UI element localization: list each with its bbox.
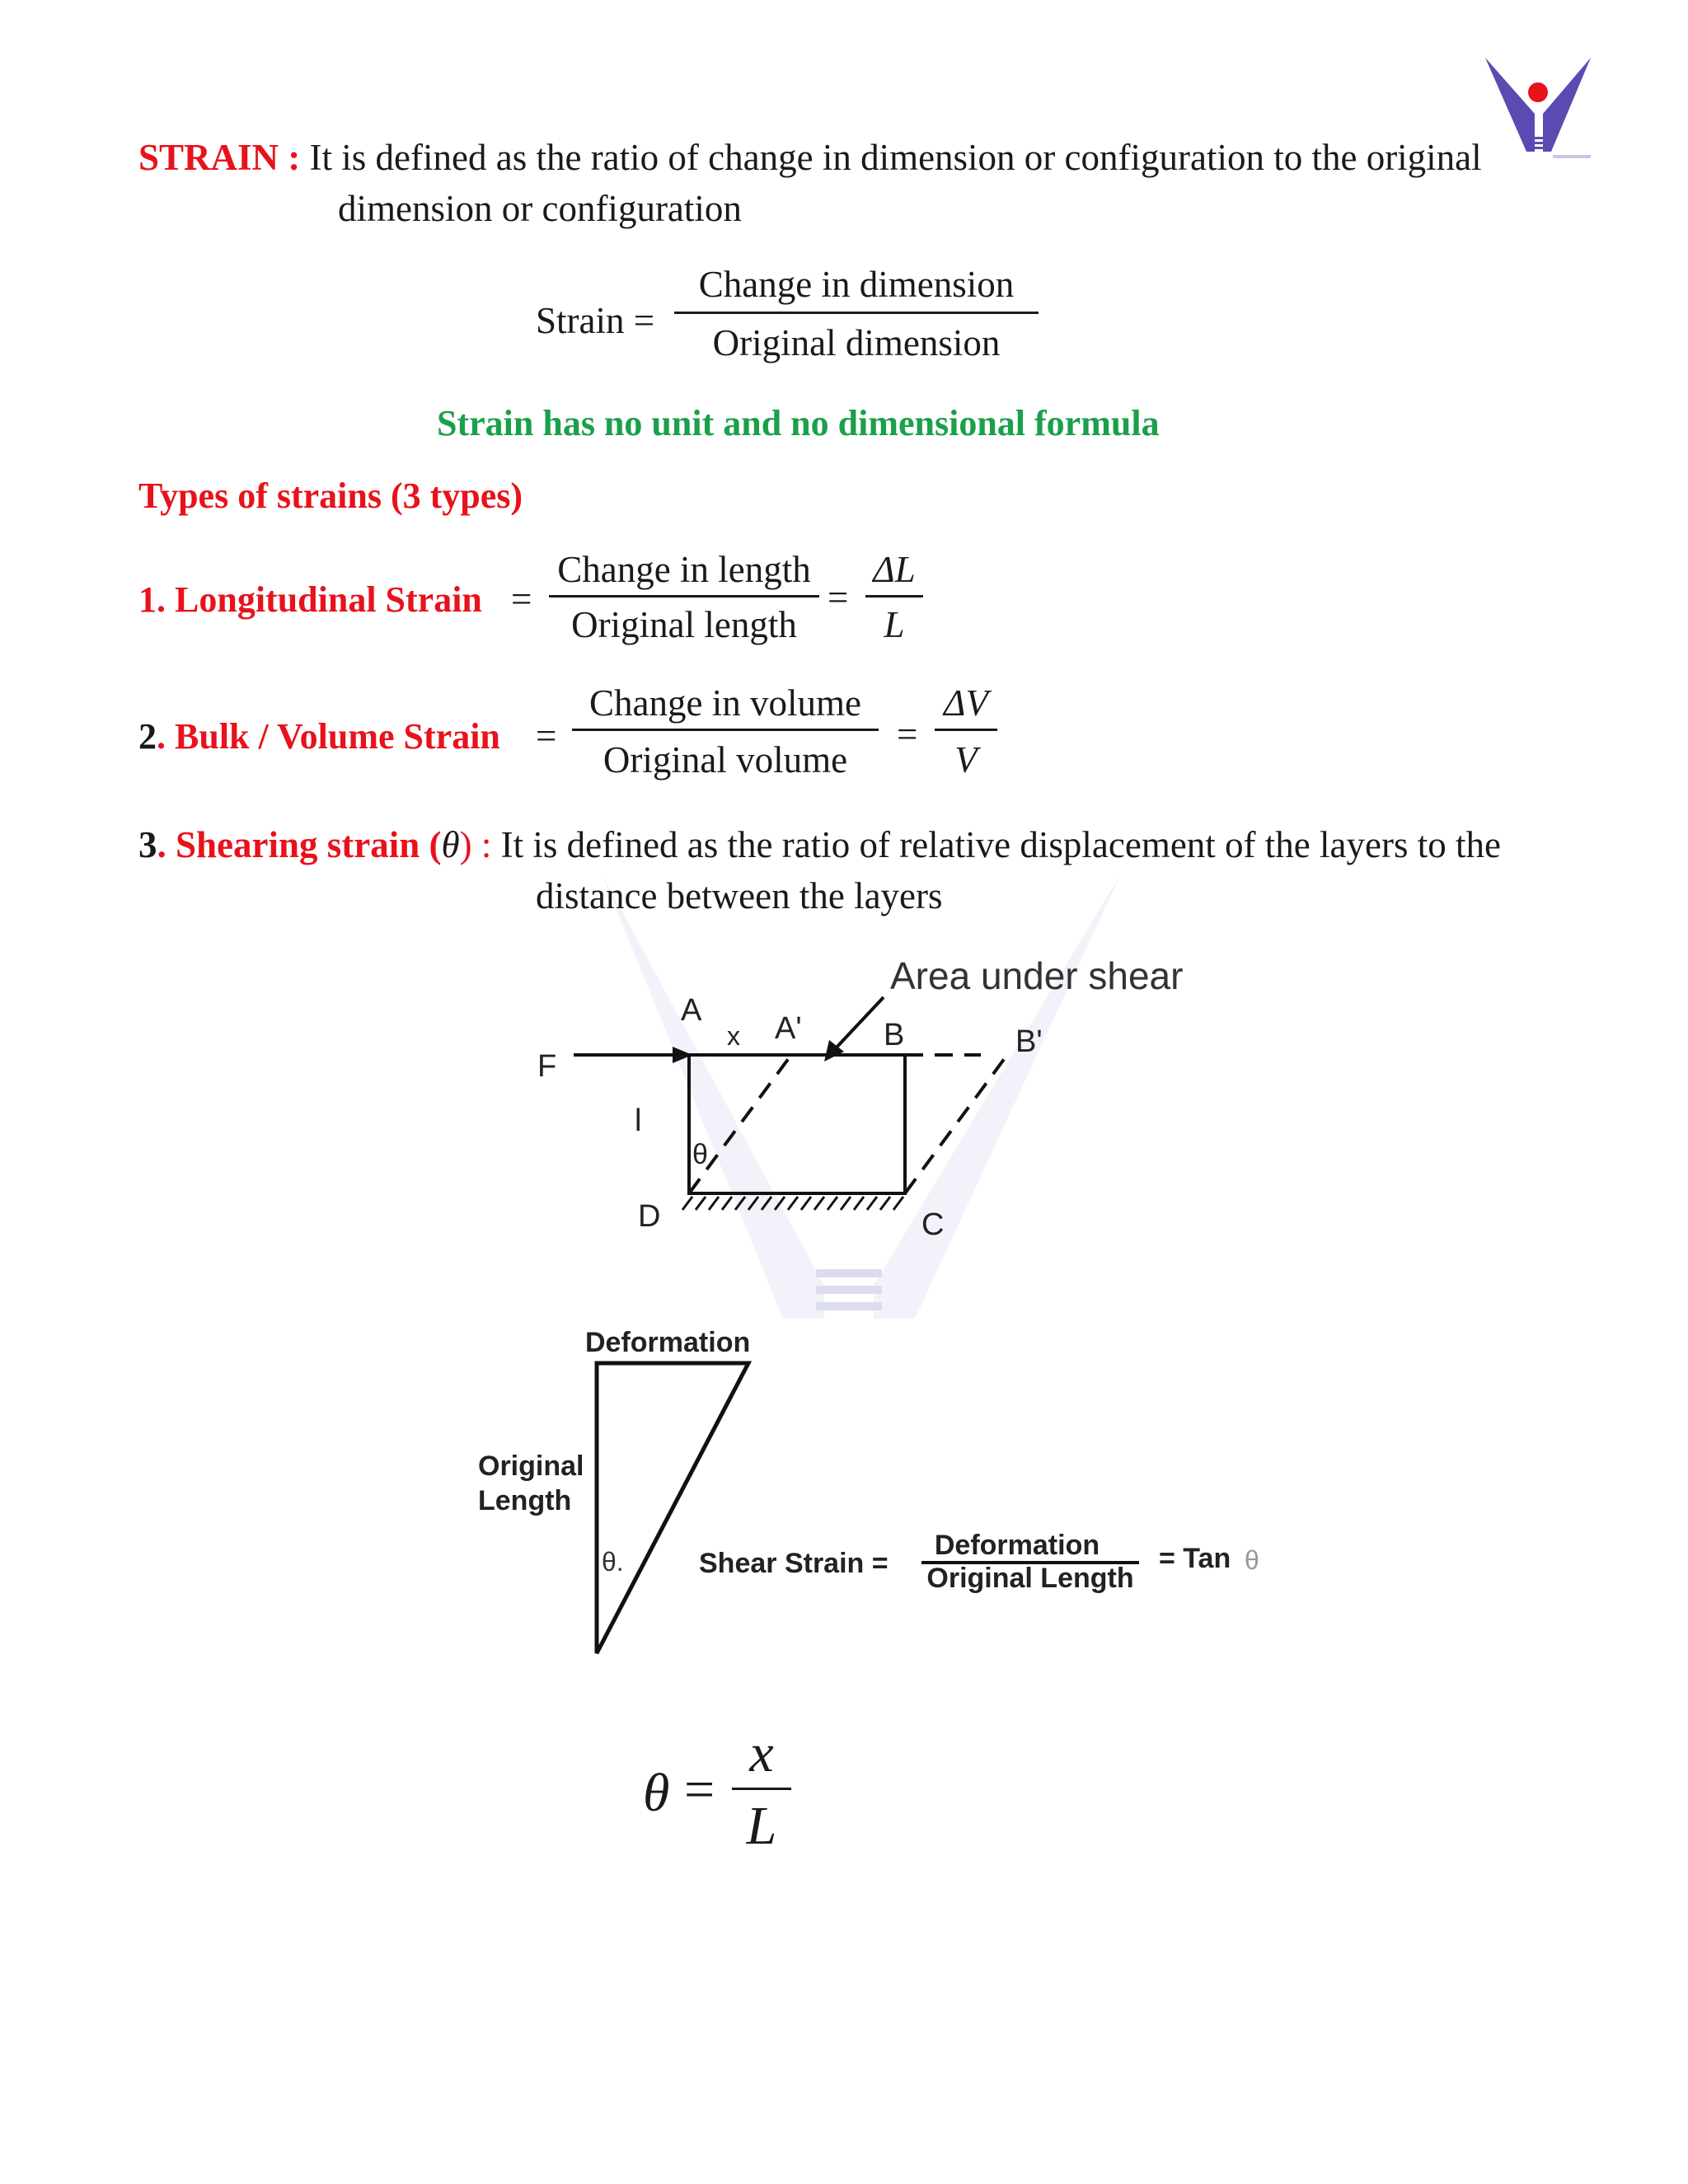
area-pointer-arrow bbox=[834, 997, 884, 1050]
label-A-prime: A' bbox=[775, 1011, 802, 1046]
bulk-numerator: Change in volume bbox=[589, 682, 861, 724]
original-length-label-2: Length bbox=[478, 1485, 572, 1516]
triangle-theta-label: θ. bbox=[602, 1547, 624, 1577]
bulk-symbol-fraction bbox=[935, 681, 997, 782]
longitudinal-label: 1. Longitudinal Strain bbox=[138, 579, 482, 620]
fraction-bar bbox=[674, 312, 1039, 314]
strain-label: STRAIN : bbox=[138, 137, 301, 178]
strain-formula-fraction bbox=[674, 262, 1039, 365]
strain-formula-lhs: Strain = bbox=[536, 300, 655, 341]
final-formula-lhs: θ bbox=[643, 1763, 670, 1823]
label-F: F bbox=[537, 1049, 557, 1084]
strain-formula-denominator: Original dimension bbox=[712, 322, 1001, 363]
final-formula-denominator: L bbox=[746, 1795, 777, 1856]
tan-theta: θ bbox=[1245, 1545, 1259, 1575]
original-length-label-1: Original bbox=[478, 1451, 584, 1482]
strain-triangle bbox=[597, 1363, 748, 1653]
deformation-label: Deformation bbox=[585, 1327, 751, 1358]
longitudinal-numerator: Change in length bbox=[557, 549, 811, 590]
fraction-bar bbox=[935, 729, 997, 731]
bulk-label bbox=[138, 715, 500, 757]
deformed-right-dashed bbox=[905, 1055, 1007, 1193]
fraction-bar bbox=[865, 595, 923, 598]
bulk-symbol-numerator: ΔV bbox=[944, 682, 988, 724]
bulk-number: 2 bbox=[138, 716, 157, 757]
shear-definition-line2: distance between the layers bbox=[536, 875, 943, 916]
shear-label: . Shearing strain ( bbox=[157, 824, 442, 865]
longitudinal-symbol-numerator: ΔL bbox=[873, 549, 916, 590]
longitudinal-symbol-denominator: L bbox=[884, 604, 905, 645]
label-A: A bbox=[681, 993, 702, 1028]
shear-definition bbox=[138, 823, 1501, 867]
shear-label-end: ) : bbox=[459, 824, 492, 865]
shear-block-diagram bbox=[528, 948, 1220, 1261]
bulk-fraction bbox=[572, 681, 879, 782]
final-formula-eq: = bbox=[684, 1760, 715, 1820]
block-outline bbox=[689, 1055, 905, 1193]
brand-logo bbox=[1480, 54, 1596, 162]
strain-definition-line1: It is defined as the ratio of change in dimension or configuration to the original bbox=[309, 137, 1482, 178]
fraction-numerator: Deformation bbox=[934, 1530, 1100, 1561]
shear-definition-line1: It is defined as the ratio of relative displacement of the layers to the bbox=[500, 824, 1501, 865]
label-D: D bbox=[638, 1199, 661, 1234]
strain-definition bbox=[138, 135, 1482, 180]
final-formula-numerator: x bbox=[749, 1723, 774, 1783]
fraction-bar bbox=[572, 729, 879, 731]
strain-unit-note: Strain has no unit and no dimensional formula bbox=[437, 403, 1160, 443]
label-theta: θ bbox=[692, 1139, 708, 1170]
types-heading: Types of strains (3 types) bbox=[138, 476, 523, 516]
shear-theta: θ bbox=[441, 824, 460, 865]
shear-number: 3 bbox=[138, 824, 157, 865]
fraction-denominator: Original Length bbox=[926, 1563, 1134, 1594]
ground-hatching bbox=[682, 1197, 903, 1210]
longitudinal-eq: = bbox=[511, 579, 532, 620]
label-l: l bbox=[635, 1104, 642, 1138]
shear-strain-triangle-diagram bbox=[470, 1319, 1294, 1665]
bulk-eq2: = bbox=[897, 714, 918, 755]
bulk-denominator: Original volume bbox=[603, 739, 848, 780]
strain-formula-numerator: Change in dimension bbox=[698, 264, 1015, 305]
tan-label: = Tan bbox=[1159, 1543, 1231, 1574]
longitudinal-denominator: Original length bbox=[571, 604, 797, 645]
label-C: C bbox=[921, 1207, 945, 1242]
longitudinal-symbol-fraction bbox=[865, 547, 923, 647]
label-x: x bbox=[727, 1021, 740, 1051]
shear-strain-label: Shear Strain = bbox=[699, 1548, 889, 1579]
fraction-bar bbox=[732, 1788, 791, 1790]
area-under-shear-label: Area under shear bbox=[890, 954, 1184, 997]
longitudinal-fraction bbox=[549, 547, 819, 647]
label-B-prime: B' bbox=[1015, 1024, 1043, 1059]
longitudinal-eq2: = bbox=[828, 577, 849, 618]
bulk-label-text: . Bulk / Volume Strain bbox=[157, 716, 500, 757]
strain-definition-line2: dimension or configuration bbox=[338, 188, 742, 229]
deformed-left-dashed bbox=[689, 1055, 791, 1193]
bulk-eq: = bbox=[536, 715, 557, 757]
label-B: B bbox=[884, 1018, 905, 1052]
bulk-symbol-denominator: V bbox=[954, 739, 978, 780]
fraction-bar bbox=[549, 595, 819, 598]
final-formula-fraction bbox=[732, 1724, 791, 1856]
